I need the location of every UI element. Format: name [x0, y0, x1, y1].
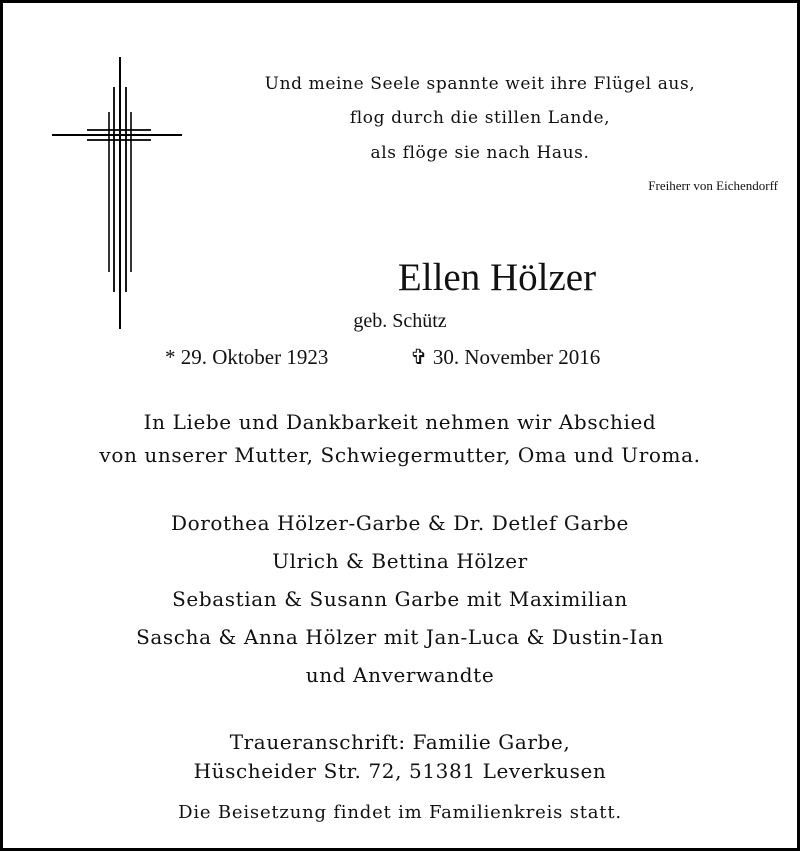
birth-name-row	[0, 310, 800, 333]
address-line-1: Traueranschrift: Familie Garbe,	[229, 730, 571, 754]
intro-line-2: von unserer Mutter, Schwiegermutter, Oma und Uroma.	[99, 443, 701, 467]
mourner-line: Sascha & Anna Hölzer mit Jan-Luca & Dustin-Ian	[136, 625, 664, 649]
address-line-2: Hüscheider Str. 72, 51381 Leverkusen	[193, 759, 607, 783]
mourner-line: und Anverwandte	[305, 663, 495, 687]
birth-date: * 29. Oktober 1923	[165, 345, 329, 369]
poem-line-1: Und meine Seele spannte weit ihre Flügel aus,	[264, 74, 696, 94]
poem-line-2: flog durch die stillen Lande,	[349, 108, 611, 128]
poem-author: Freiherr von Eichendorff	[648, 178, 778, 193]
mourner-line: Dorothea Hölzer-Garbe & Dr. Detlef Garbe	[170, 511, 629, 535]
mourner-line: Sebastian & Susann Garbe mit Maximilian	[172, 587, 628, 611]
intro-line-1: In Liebe und Dankbarkeit nehmen wir Abschied	[143, 410, 657, 434]
poem-line-3: als flöge sie nach Haus.	[370, 143, 590, 163]
burial-note: Die Beisetzung findet im Familienkreis statt.	[178, 802, 622, 823]
death-date: ✞ 30. November 2016	[410, 345, 601, 369]
deceased-name-row	[0, 255, 800, 300]
deceased-name: Ellen Hölzer	[397, 256, 597, 299]
mourner-line: Ulrich & Bettina Hölzer	[272, 549, 528, 573]
birth-name: geb. Schütz	[353, 310, 447, 332]
